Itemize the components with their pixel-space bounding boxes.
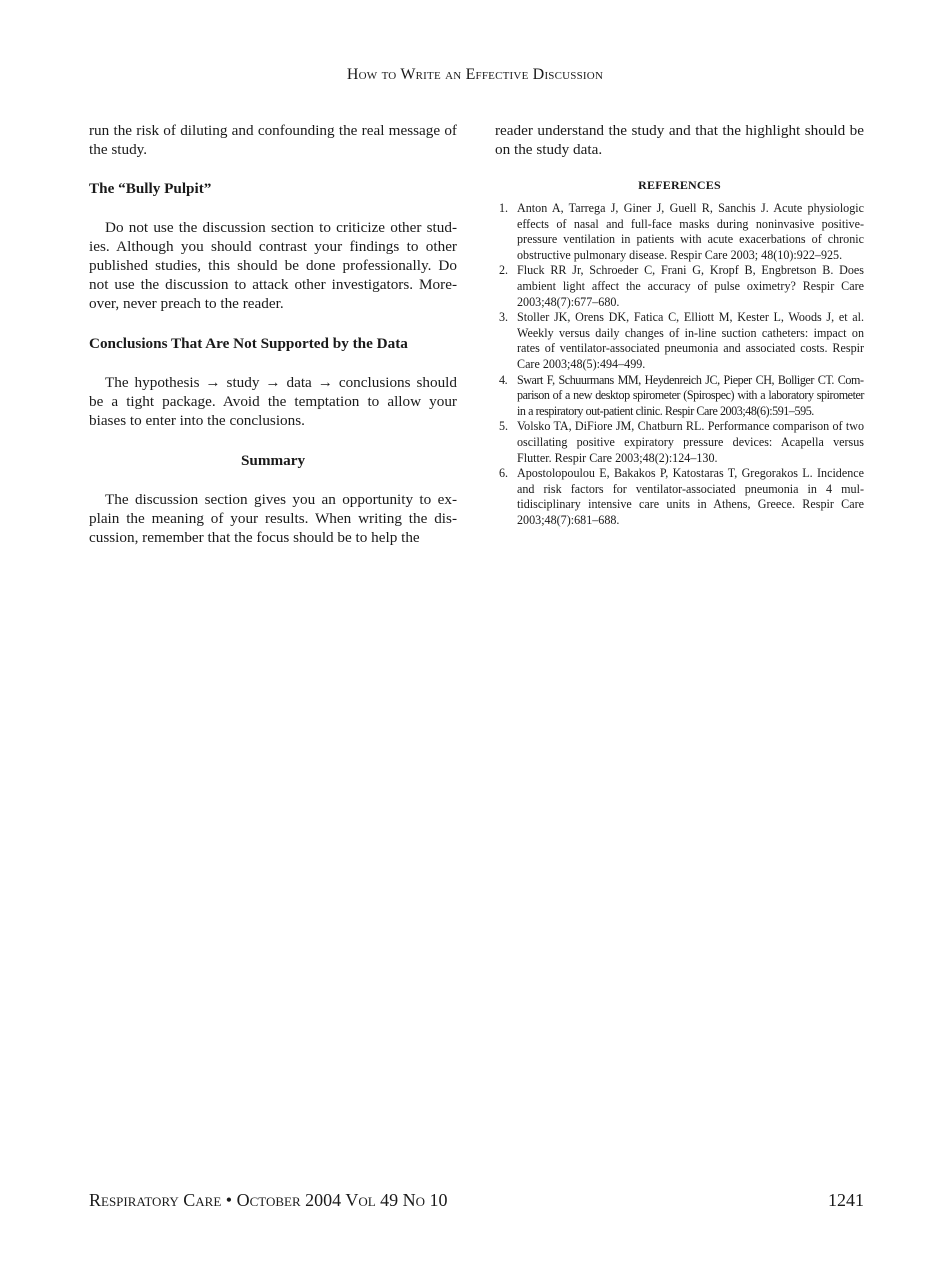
section-heading-summary: Summary xyxy=(240,452,306,469)
reference-item xyxy=(495,466,864,528)
reference-item xyxy=(495,201,864,263)
reference-item xyxy=(495,373,864,420)
references-heading: REFERENCES xyxy=(638,178,721,192)
reference-number: 4. xyxy=(499,372,508,387)
continued-paragraph: reader understand the study and that the highlight should be on the study data. xyxy=(495,122,864,158)
section-text-unsupported-conclusions: The hypothesis → study → data → conclusions should be a tight package. Avoid the temptation to allow your biases to enter into the conclusions. xyxy=(89,374,457,429)
reference-text: Anton A, Tarrega J, Giner J, Guell R, Sanchis J. Acute physiologic effects of nasal and full-face masks during noninvasive positive-pressure ventilation in patients with acute exacerbations of chronic obstructive pulmonary disease. Respir Care 2003; 48(10):922–925. xyxy=(517,201,864,262)
section-heading-bully-pulpit: The “Bully Pulpit” xyxy=(89,180,212,197)
running-head: How to Write an Effective Discussion xyxy=(346,66,604,83)
reference-text: Stoller JK, Orens DK, Fatica C, Elliott M, Kester L, Woods J, et al. Weekly versus daily changes of in-line suction catheters: impact on rates of ventilator-associated pneumonia and associated costs. Respir Care 2003;48(5):494–499. xyxy=(517,310,864,371)
footer-journal-citation: Respiratory Care • October 2004 Vol 49 No 10 xyxy=(89,1190,448,1210)
reference-text: Fluck RR Jr, Schroeder C, Frani G, Kropf B, Engbretson B. Does ambient light affect the accuracy of pulse oximetry? Respir Care 2003;48(7):677–680. xyxy=(517,263,864,309)
section-text-summary: The discussion section gives you an opportunity to explain the meaning of your results. When writing the discussion, remember that the focus should be to help the xyxy=(89,491,457,546)
reference-item xyxy=(495,419,864,466)
reference-text: Swart F, Schuurmans MM, Heydenreich JC, Pieper CH, Bolliger CT. Comparison of a new desktop spirometer (Spirospec) with a laboratory spirometer in a respiratory out-patient clinic. Respir Care 2003;48(6):591–595. xyxy=(517,372,864,418)
intro-paragraph: run the risk of diluting and confounding the real message of the study. xyxy=(89,122,457,158)
section-text-bully-pulpit: Do not use the discussion section to criticize other studies. Although you should contrast your findings to other published studies, this should be done professionally. Do not use the discussion to attack other investigators. Moreover, never preach to the reader. xyxy=(89,219,457,312)
reference-text: Apostolopoulou E, Bakakos P, Katostaras T, Gregorakos L. Incidence and risk factors for ventilator-associated pneumonia in 4 multidisciplinary intensive care units in Athens, Greece. Respir Care 2003;48(7):681–688. xyxy=(517,466,864,527)
section-heading-unsupported-conclusions: Conclusions That Are Not Supported by the Data xyxy=(89,335,408,352)
left-column xyxy=(89,121,457,547)
references-list xyxy=(495,201,864,528)
reference-number: 6. xyxy=(499,466,509,481)
page-number: 1241 xyxy=(828,1190,864,1210)
reference-number: 5. xyxy=(499,419,509,434)
reference-item xyxy=(495,263,864,310)
reference-item xyxy=(495,310,864,372)
reference-number: 1. xyxy=(499,201,509,215)
reference-number: 2. xyxy=(499,263,509,278)
reference-text: Volsko TA, DiFiore JM, Chatburn RL. Performance comparison of two oscillating positive expiratory pressure devices: Acapella versus Flutter. Respir Care 2003;48(2):124–130. xyxy=(517,419,864,465)
reference-number: 3. xyxy=(499,310,509,325)
right-column xyxy=(495,121,864,528)
